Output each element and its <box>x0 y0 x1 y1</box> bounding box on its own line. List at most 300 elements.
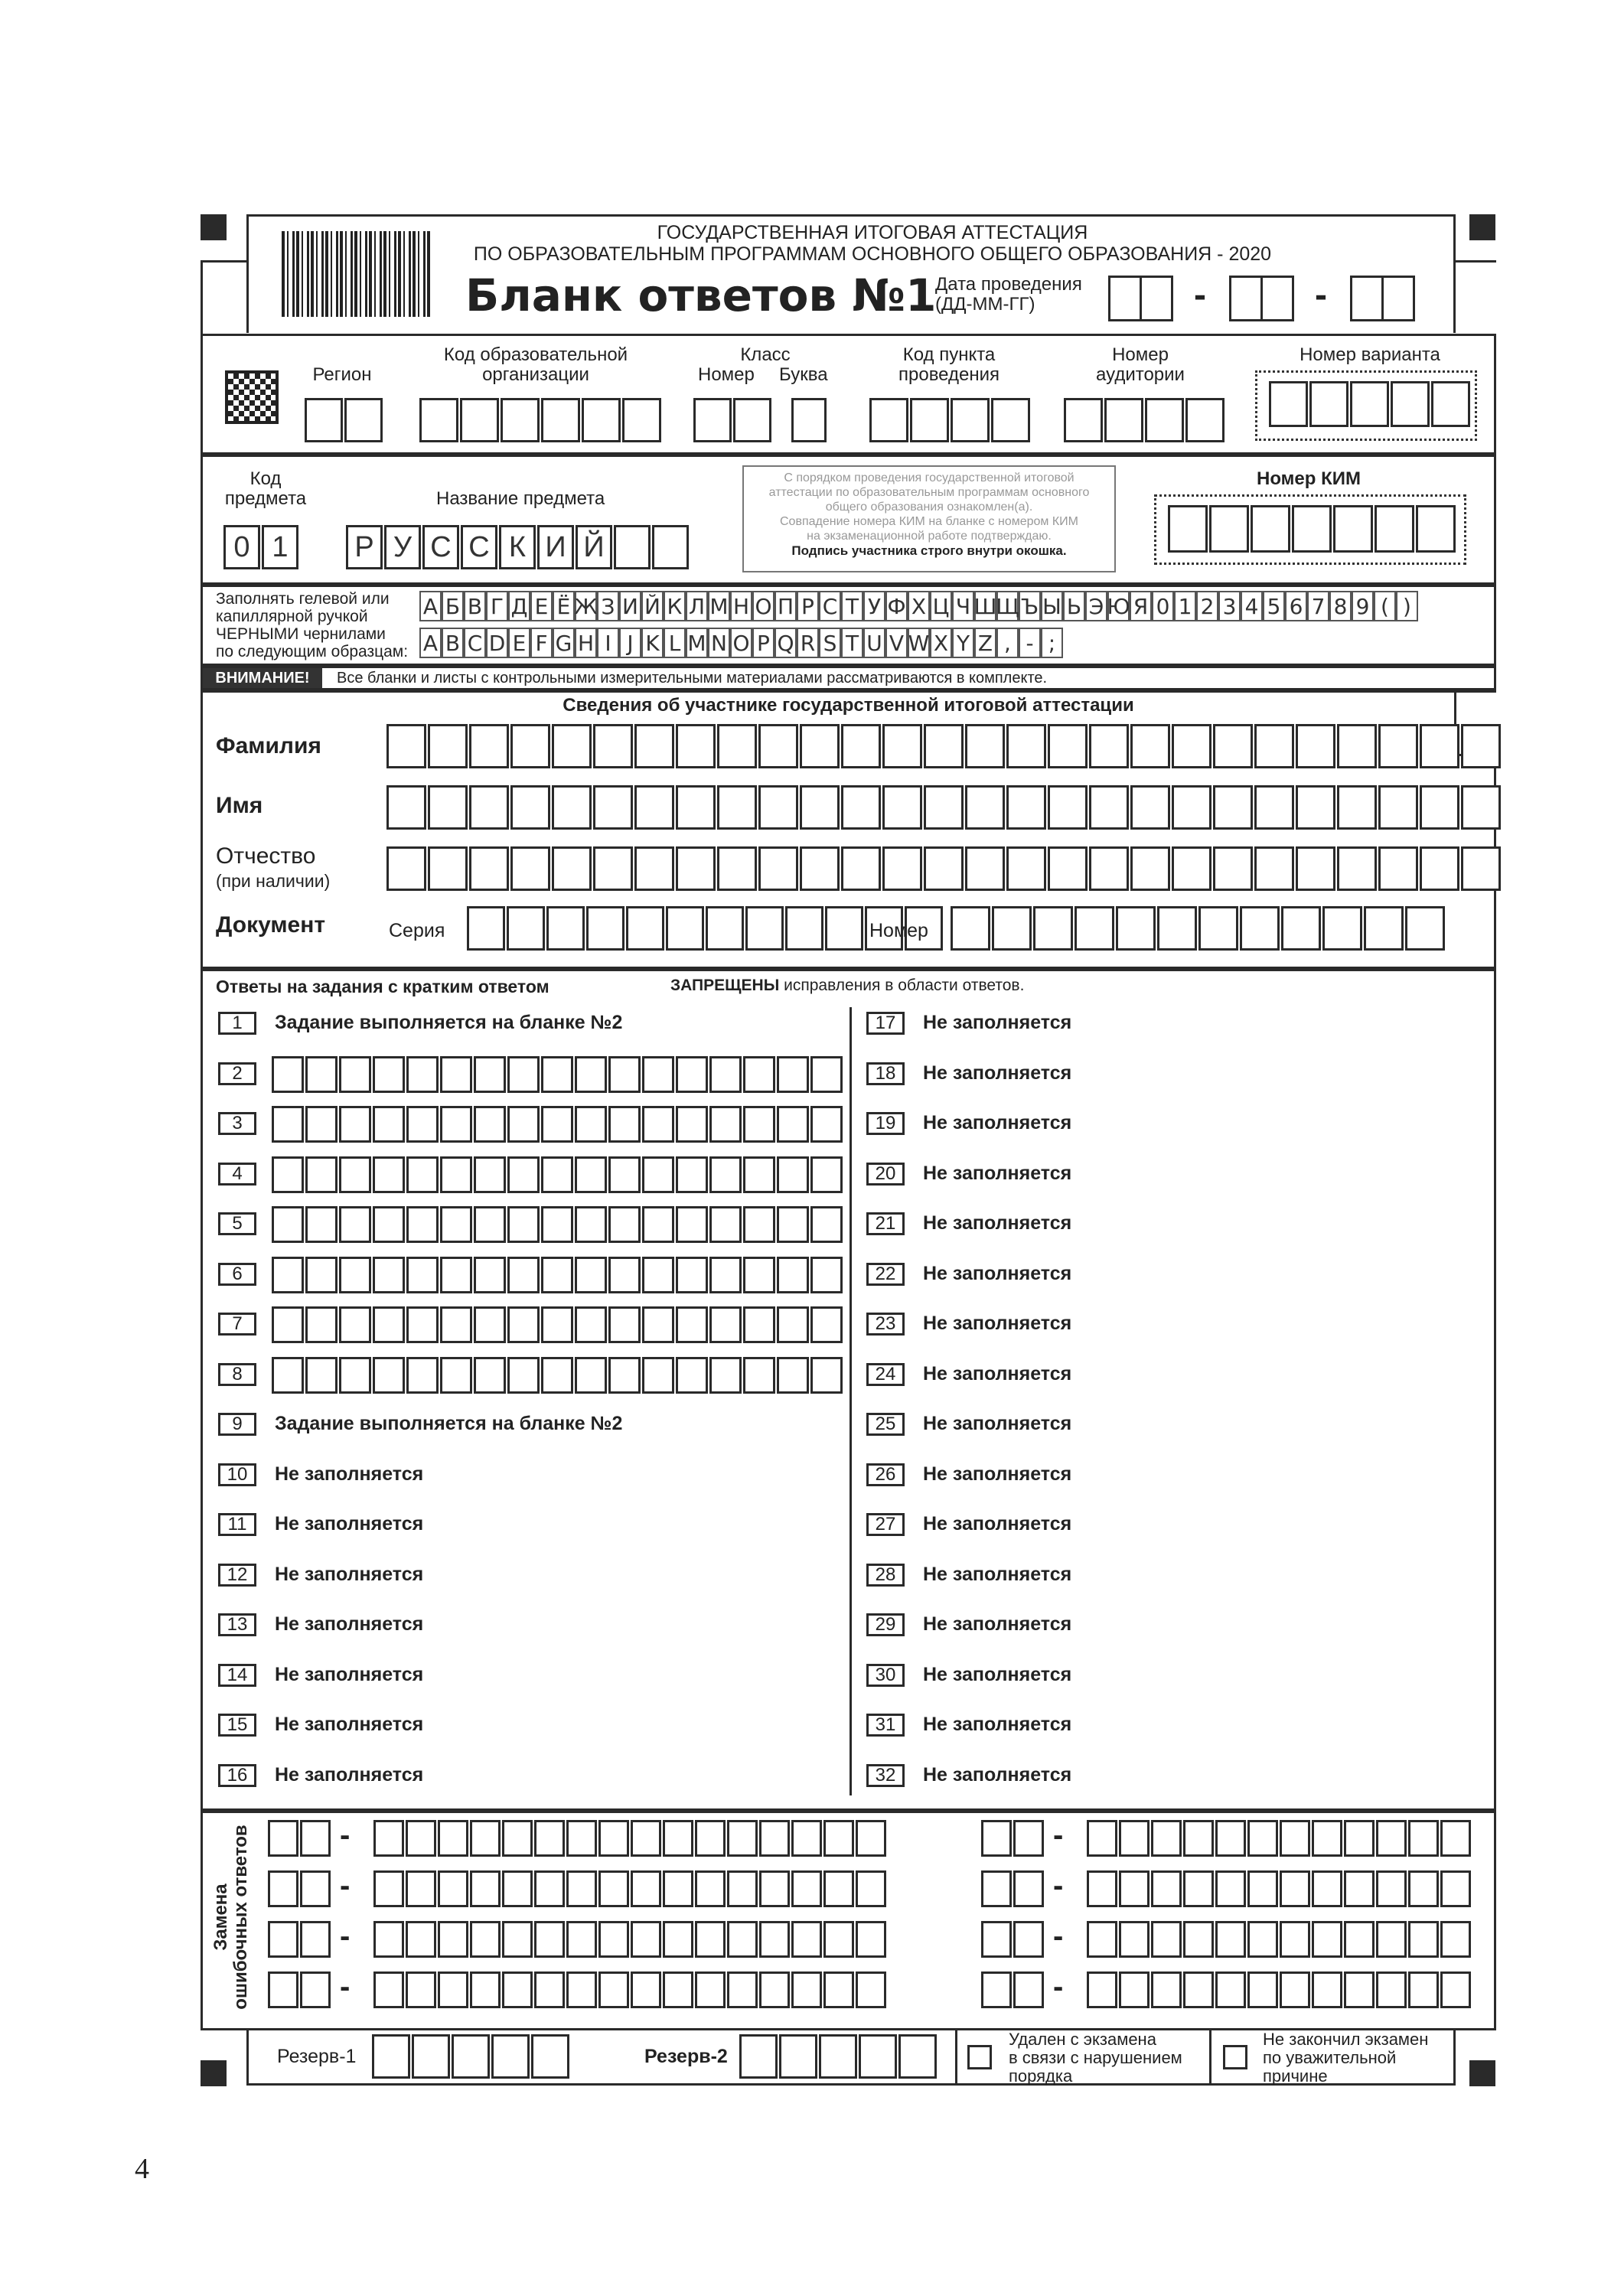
input-cell[interactable] <box>1281 906 1321 951</box>
answer-cell[interactable] <box>507 1106 540 1143</box>
replace-answer-cell[interactable] <box>1247 1870 1278 1907</box>
answer-cell[interactable] <box>709 1206 742 1243</box>
input-cell[interactable] <box>1254 785 1294 830</box>
replace-answer-cell[interactable] <box>1376 1820 1407 1857</box>
answer-cell[interactable] <box>608 1156 641 1193</box>
answer-cell[interactable] <box>440 1357 472 1394</box>
replace-answer-cell[interactable] <box>1215 1820 1246 1857</box>
input-cell[interactable] <box>386 846 426 891</box>
answer-cells[interactable] <box>272 1156 844 1193</box>
replace-answer-cell[interactable] <box>759 1870 790 1907</box>
subject-code-cells[interactable] <box>223 525 300 569</box>
input-cell[interactable] <box>652 525 689 569</box>
class-number-cells[interactable] <box>693 398 773 442</box>
answer-cell[interactable] <box>676 1257 708 1293</box>
input-cell[interactable] <box>1130 785 1170 830</box>
answer-cell[interactable] <box>305 1306 338 1343</box>
input-cell[interactable] <box>717 846 757 891</box>
answer-cell[interactable] <box>777 1156 809 1193</box>
answer-cell[interactable] <box>777 1306 809 1343</box>
answer-cell[interactable] <box>608 1306 641 1343</box>
answer-cell[interactable] <box>642 1206 674 1243</box>
answer-cell[interactable] <box>642 1306 674 1343</box>
replace-answer-cell[interactable] <box>1183 1921 1214 1958</box>
answer-cell[interactable] <box>507 1056 540 1093</box>
replace-answer-cell[interactable] <box>1280 1921 1310 1958</box>
input-cell[interactable] <box>666 906 704 951</box>
answer-cell[interactable] <box>575 1357 607 1394</box>
answer-cell[interactable] <box>743 1357 775 1394</box>
input-cell[interactable] <box>1405 906 1445 951</box>
input-cell[interactable] <box>1292 505 1332 553</box>
replace-number-cell[interactable] <box>268 1971 298 2008</box>
date-day-cells[interactable] <box>1108 276 1173 321</box>
replace-answer-cell[interactable] <box>727 1971 758 2008</box>
replace-answer-cell[interactable] <box>598 1921 629 1958</box>
answer-cell[interactable] <box>339 1357 371 1394</box>
answer-cell[interactable] <box>373 1056 405 1093</box>
replace-answer-cell[interactable] <box>1087 1870 1117 1907</box>
answer-cells[interactable] <box>272 1357 844 1394</box>
answer-cell[interactable] <box>642 1106 674 1143</box>
replace-answer-cell[interactable] <box>566 1971 597 2008</box>
input-cell[interactable] <box>800 846 840 891</box>
replace-answer-cell[interactable] <box>534 1870 565 1907</box>
replace-number-cell[interactable] <box>1013 1921 1044 1958</box>
replace-answer-cell[interactable] <box>1119 1870 1150 1907</box>
input-cell[interactable] <box>1431 381 1470 427</box>
class-letter-cells[interactable] <box>791 398 828 442</box>
answer-cell[interactable] <box>507 1257 540 1293</box>
input-cell[interactable] <box>785 906 823 951</box>
replace-answer-cell[interactable] <box>1119 1971 1150 2008</box>
answer-cell[interactable] <box>709 1357 742 1394</box>
replace-answer-cell[interactable] <box>631 1820 661 1857</box>
replace-answer-cell[interactable] <box>1087 1921 1117 1958</box>
answer-cell[interactable] <box>406 1156 439 1193</box>
input-cell[interactable] <box>622 398 661 442</box>
answer-cell[interactable] <box>373 1306 405 1343</box>
input-cell[interactable] <box>634 724 674 768</box>
replace-number-cell[interactable] <box>981 1921 1012 1958</box>
patronymic-cells[interactable] <box>386 846 1502 891</box>
replace-answer-cell[interactable] <box>406 1820 436 1857</box>
region-cells[interactable] <box>305 398 384 442</box>
answer-cell[interactable] <box>541 1357 573 1394</box>
answer-cell[interactable] <box>272 1056 304 1093</box>
replace-answer-cell[interactable] <box>373 1921 404 1958</box>
answer-cell[interactable] <box>709 1306 742 1343</box>
answer-cell[interactable] <box>608 1357 641 1394</box>
input-cell[interactable] <box>419 398 458 442</box>
input-cell[interactable] <box>758 785 798 830</box>
replace-answer-cell[interactable] <box>534 1971 565 2008</box>
replace-answer-cell[interactable] <box>1151 1820 1182 1857</box>
input-cell[interactable] <box>693 398 732 442</box>
answer-cell[interactable] <box>272 1306 304 1343</box>
answer-cell[interactable] <box>474 1306 506 1343</box>
replace-answer-cell[interactable] <box>631 1971 661 2008</box>
input-cell[interactable] <box>1420 846 1459 891</box>
input-cell[interactable] <box>634 846 674 891</box>
answer-cell[interactable] <box>743 1106 775 1143</box>
input-cell[interactable] <box>491 2034 530 2079</box>
replace-answer-cell[interactable] <box>1087 1820 1117 1857</box>
org-cells[interactable] <box>419 398 663 442</box>
not-finished-checkbox[interactable] <box>1223 2045 1247 2069</box>
replace-task-number-cells[interactable] <box>268 1820 332 1857</box>
input-cell[interactable]: 1 <box>262 525 298 569</box>
input-cell[interactable] <box>992 906 1032 951</box>
input-cell[interactable] <box>676 846 716 891</box>
replace-answer-cell[interactable] <box>1312 1870 1342 1907</box>
answer-cell[interactable] <box>541 1156 573 1193</box>
input-cell[interactable] <box>676 724 716 768</box>
input-cell[interactable] <box>1364 906 1404 951</box>
answer-cell[interactable] <box>541 1056 573 1093</box>
input-cell[interactable] <box>841 846 881 891</box>
replace-answer-cell[interactable] <box>1312 1820 1342 1857</box>
replace-answer-cell[interactable] <box>856 1921 886 1958</box>
answer-cell[interactable] <box>709 1056 742 1093</box>
answer-cell[interactable] <box>541 1206 573 1243</box>
input-cell[interactable] <box>1104 398 1143 442</box>
replace-answer-cell[interactable] <box>823 1820 854 1857</box>
replace-answer-cell[interactable] <box>1087 1971 1117 2008</box>
input-cell[interactable]: 0 <box>223 525 260 569</box>
input-cell[interactable] <box>1157 906 1197 951</box>
answer-cell[interactable] <box>743 1156 775 1193</box>
replace-answer-cell[interactable] <box>1280 1870 1310 1907</box>
replace-answer-cell[interactable] <box>438 1820 468 1857</box>
removed-checkbox[interactable] <box>967 2045 992 2069</box>
input-cell[interactable] <box>372 2034 410 2079</box>
answer-cell[interactable] <box>406 1257 439 1293</box>
answer-cell[interactable] <box>305 1357 338 1394</box>
input-cell[interactable] <box>1461 846 1501 891</box>
answer-cell[interactable] <box>305 1156 338 1193</box>
answer-cell[interactable] <box>608 1106 641 1143</box>
input-cell[interactable] <box>469 724 509 768</box>
input-cell[interactable] <box>1048 724 1088 768</box>
input-cell[interactable] <box>1378 846 1418 891</box>
replace-answer-cell[interactable] <box>663 1921 693 1958</box>
replace-answer-cell[interactable] <box>470 1971 501 2008</box>
input-cell[interactable] <box>552 846 592 891</box>
replace-number-cell[interactable] <box>981 1820 1012 1857</box>
answer-cell[interactable] <box>373 1206 405 1243</box>
answer-cells[interactable] <box>272 1257 844 1293</box>
replace-number-cell[interactable] <box>1013 1870 1044 1907</box>
replace-answer-cell[interactable] <box>695 1870 726 1907</box>
replace-answer-cell[interactable] <box>791 1921 822 1958</box>
input-cell[interactable] <box>593 846 633 891</box>
input-cell[interactable] <box>546 906 585 951</box>
answer-cell[interactable] <box>642 1257 674 1293</box>
input-cell[interactable] <box>541 398 580 442</box>
replace-answer-cell[interactable] <box>1280 1971 1310 2008</box>
replace-answer-cell[interactable] <box>1344 1870 1375 1907</box>
answer-cell[interactable] <box>272 1257 304 1293</box>
answer-cell[interactable] <box>743 1257 775 1293</box>
replace-answer-cell[interactable] <box>1376 1921 1407 1958</box>
input-cell[interactable] <box>1254 724 1294 768</box>
input-cell[interactable] <box>1296 785 1335 830</box>
replace-answer-cell[interactable] <box>1312 1921 1342 1958</box>
answer-cell[interactable] <box>810 1106 843 1143</box>
input-cell[interactable] <box>758 846 798 891</box>
input-cell[interactable] <box>1240 906 1280 951</box>
replace-number-cell[interactable] <box>300 1921 331 1958</box>
input-cell[interactable]: И <box>537 525 574 569</box>
input-cell[interactable] <box>841 724 881 768</box>
answer-cell[interactable] <box>440 1206 472 1243</box>
replace-number-cell[interactable] <box>981 1870 1012 1907</box>
replace-answer-cell[interactable] <box>502 1971 533 2008</box>
replace-answer-cell[interactable] <box>856 1870 886 1907</box>
replace-answer-cell[interactable] <box>373 1820 404 1857</box>
input-cell[interactable] <box>1337 785 1377 830</box>
answer-cell[interactable] <box>272 1156 304 1193</box>
input-cell[interactable] <box>1416 505 1456 553</box>
input-cell[interactable] <box>305 398 343 442</box>
answer-cell[interactable] <box>608 1056 641 1093</box>
input-cell[interactable] <box>1420 785 1459 830</box>
replace-answer-cell[interactable] <box>438 1971 468 2008</box>
input-cell[interactable] <box>1337 724 1377 768</box>
replace-answer-cell[interactable] <box>1119 1921 1150 1958</box>
answer-cell[interactable] <box>406 1306 439 1343</box>
replace-answer-cell[interactable] <box>373 1971 404 2008</box>
input-cell[interactable] <box>800 724 840 768</box>
input-cell[interactable] <box>1172 785 1211 830</box>
answer-cell[interactable] <box>406 1206 439 1243</box>
replace-number-cell[interactable] <box>1013 1820 1044 1857</box>
answer-cells[interactable] <box>272 1056 844 1093</box>
replace-answer-cell[interactable] <box>1440 1870 1471 1907</box>
replace-answer-cell[interactable] <box>663 1971 693 2008</box>
replace-task-number-cells[interactable] <box>981 1820 1045 1857</box>
input-cell[interactable] <box>1048 846 1088 891</box>
replace-task-number-cells[interactable] <box>268 1921 332 1958</box>
answer-cell[interactable] <box>507 1306 540 1343</box>
replace-number-cell[interactable] <box>268 1870 298 1907</box>
replace-answer-cell[interactable] <box>534 1921 565 1958</box>
replace-answer-cell[interactable] <box>1151 1870 1182 1907</box>
replace-answer-cell[interactable] <box>1440 1921 1471 1958</box>
answer-cell[interactable] <box>575 1306 607 1343</box>
replace-task-number-cells[interactable] <box>268 1870 332 1907</box>
answer-cells[interactable] <box>272 1306 844 1343</box>
replace-answer-cell[interactable] <box>1280 1820 1310 1857</box>
answer-cell[interactable] <box>777 1257 809 1293</box>
answer-cell[interactable] <box>339 1206 371 1243</box>
answer-cell[interactable] <box>440 1306 472 1343</box>
replace-answer-cell[interactable] <box>438 1870 468 1907</box>
answer-cell[interactable] <box>810 1306 843 1343</box>
input-cell[interactable] <box>1130 846 1170 891</box>
answer-cell[interactable] <box>810 1206 843 1243</box>
input-cell[interactable] <box>1089 785 1129 830</box>
replace-answer-cell[interactable] <box>759 1971 790 2008</box>
input-cell[interactable] <box>386 785 426 830</box>
answer-cell[interactable] <box>642 1056 674 1093</box>
replace-answer-cell[interactable] <box>1440 1820 1471 1857</box>
answer-cell[interactable] <box>676 1156 708 1193</box>
answer-cell[interactable] <box>743 1206 775 1243</box>
replace-answer-cells[interactable] <box>373 1870 888 1907</box>
input-cell[interactable] <box>951 398 990 442</box>
replace-answer-cell[interactable] <box>598 1820 629 1857</box>
input-cell[interactable] <box>428 724 468 768</box>
replace-answer-cell[interactable] <box>566 1870 597 1907</box>
input-cell[interactable] <box>910 398 949 442</box>
input-cell[interactable] <box>1296 724 1335 768</box>
input-cell[interactable] <box>924 724 964 768</box>
replace-answer-cell[interactable] <box>759 1921 790 1958</box>
replace-answer-cell[interactable] <box>791 1870 822 1907</box>
input-cell[interactable] <box>510 846 550 891</box>
input-cell[interactable] <box>1269 381 1308 427</box>
input-cell[interactable] <box>386 724 426 768</box>
answer-cell[interactable] <box>474 1056 506 1093</box>
replace-answer-cell[interactable] <box>406 1921 436 1958</box>
replace-answer-cells[interactable] <box>373 1820 888 1857</box>
answer-cell[interactable] <box>575 1156 607 1193</box>
replace-task-number-cells[interactable] <box>981 1921 1045 1958</box>
replace-number-cell[interactable] <box>300 1870 331 1907</box>
answer-cell[interactable] <box>440 1106 472 1143</box>
answer-cell[interactable] <box>507 1357 540 1394</box>
replace-answer-cell[interactable] <box>1247 1921 1278 1958</box>
replace-answer-cell[interactable] <box>1376 1971 1407 2008</box>
replace-answer-cell[interactable] <box>566 1921 597 1958</box>
replace-answer-cells[interactable] <box>373 1971 888 2008</box>
replace-answer-cell[interactable] <box>406 1971 436 2008</box>
input-cell[interactable]: С <box>422 525 459 569</box>
answer-cell[interactable] <box>810 1257 843 1293</box>
answer-cell[interactable] <box>373 1257 405 1293</box>
answer-cell[interactable] <box>339 1306 371 1343</box>
reserve2-cells[interactable] <box>739 2034 938 2079</box>
answer-cell[interactable] <box>305 1056 338 1093</box>
answer-cell[interactable] <box>339 1106 371 1143</box>
answer-cell[interactable] <box>743 1056 775 1093</box>
replace-answer-cell[interactable] <box>791 1820 822 1857</box>
input-cell[interactable] <box>1168 505 1208 553</box>
answer-cell[interactable] <box>373 1106 405 1143</box>
replace-answer-cell[interactable] <box>1151 1921 1182 1958</box>
input-cell[interactable] <box>510 724 550 768</box>
input-cell[interactable] <box>991 398 1030 442</box>
input-cell[interactable] <box>1213 846 1253 891</box>
answer-cell[interactable] <box>541 1106 573 1143</box>
answer-cell[interactable] <box>676 1106 708 1143</box>
answer-cell[interactable] <box>440 1056 472 1093</box>
replace-answer-cell[interactable] <box>1215 1971 1246 2008</box>
replace-answer-cell[interactable] <box>1344 1971 1375 2008</box>
input-cell[interactable] <box>951 906 990 951</box>
input-cell[interactable] <box>1378 785 1418 830</box>
replace-number-cell[interactable] <box>268 1921 298 1958</box>
input-cell[interactable] <box>1333 505 1373 553</box>
input-cell[interactable] <box>924 785 964 830</box>
input-cell[interactable] <box>1337 846 1377 891</box>
replace-task-number-cells[interactable] <box>981 1971 1045 2008</box>
replace-answer-cell[interactable] <box>823 1870 854 1907</box>
answer-cells[interactable] <box>272 1206 844 1243</box>
replace-answer-cell[interactable] <box>470 1921 501 1958</box>
input-cell[interactable] <box>706 906 744 951</box>
input-cell[interactable] <box>676 785 716 830</box>
replace-answer-cell[interactable] <box>1151 1971 1182 2008</box>
answer-cell[interactable] <box>777 1357 809 1394</box>
replace-number-cell[interactable] <box>268 1820 298 1857</box>
input-cell[interactable] <box>1089 846 1129 891</box>
answer-cell[interactable] <box>709 1106 742 1143</box>
input-cell[interactable] <box>1391 381 1430 427</box>
input-cell[interactable] <box>869 398 908 442</box>
answer-cell[interactable] <box>507 1156 540 1193</box>
replace-answer-cells[interactable] <box>1087 1921 1472 1958</box>
answer-cell[interactable] <box>440 1156 472 1193</box>
input-cell[interactable] <box>717 724 757 768</box>
surname-cells[interactable] <box>386 724 1502 768</box>
replace-answer-cell[interactable] <box>1183 1820 1214 1857</box>
input-cell[interactable] <box>745 906 784 951</box>
answer-cell[interactable] <box>373 1156 405 1193</box>
input-cell[interactable] <box>1209 505 1249 553</box>
input-cell[interactable] <box>1378 724 1418 768</box>
input-cell[interactable] <box>531 2034 569 2079</box>
input-cell[interactable] <box>1075 906 1114 951</box>
answer-cell[interactable] <box>406 1106 439 1143</box>
replace-answer-cell[interactable] <box>502 1820 533 1857</box>
name-cells[interactable] <box>386 785 1502 830</box>
replace-answer-cells[interactable] <box>1087 1870 1472 1907</box>
input-cell[interactable] <box>501 398 540 442</box>
input-cell[interactable] <box>1006 846 1046 891</box>
replace-answer-cell[interactable] <box>534 1820 565 1857</box>
replace-answer-cell[interactable] <box>1215 1921 1246 1958</box>
answer-cell[interactable] <box>810 1156 843 1193</box>
input-cell[interactable] <box>469 846 509 891</box>
answer-cell[interactable] <box>709 1257 742 1293</box>
input-cell[interactable] <box>582 398 621 442</box>
answer-cell[interactable] <box>608 1257 641 1293</box>
replace-answer-cell[interactable] <box>502 1870 533 1907</box>
replace-answer-cell[interactable] <box>727 1921 758 1958</box>
input-cell[interactable] <box>825 906 863 951</box>
replace-answer-cell[interactable] <box>856 1820 886 1857</box>
variant-cells[interactable] <box>1269 381 1472 427</box>
answer-cell[interactable] <box>339 1056 371 1093</box>
answer-cell[interactable] <box>440 1257 472 1293</box>
reserve1-cells[interactable] <box>372 2034 571 2079</box>
replace-answer-cells[interactable] <box>1087 1971 1472 2008</box>
replace-answer-cell[interactable] <box>1408 1820 1439 1857</box>
answer-cell[interactable] <box>406 1056 439 1093</box>
input-cell[interactable] <box>1089 724 1129 768</box>
answer-cell[interactable] <box>474 1156 506 1193</box>
input-cell[interactable] <box>467 906 505 951</box>
replace-answer-cell[interactable] <box>727 1870 758 1907</box>
input-cell[interactable] <box>717 785 757 830</box>
input-cell[interactable] <box>428 846 468 891</box>
input-cell[interactable] <box>552 785 592 830</box>
replace-answer-cell[interactable] <box>823 1971 854 2008</box>
replace-answer-cell[interactable] <box>1312 1971 1342 2008</box>
